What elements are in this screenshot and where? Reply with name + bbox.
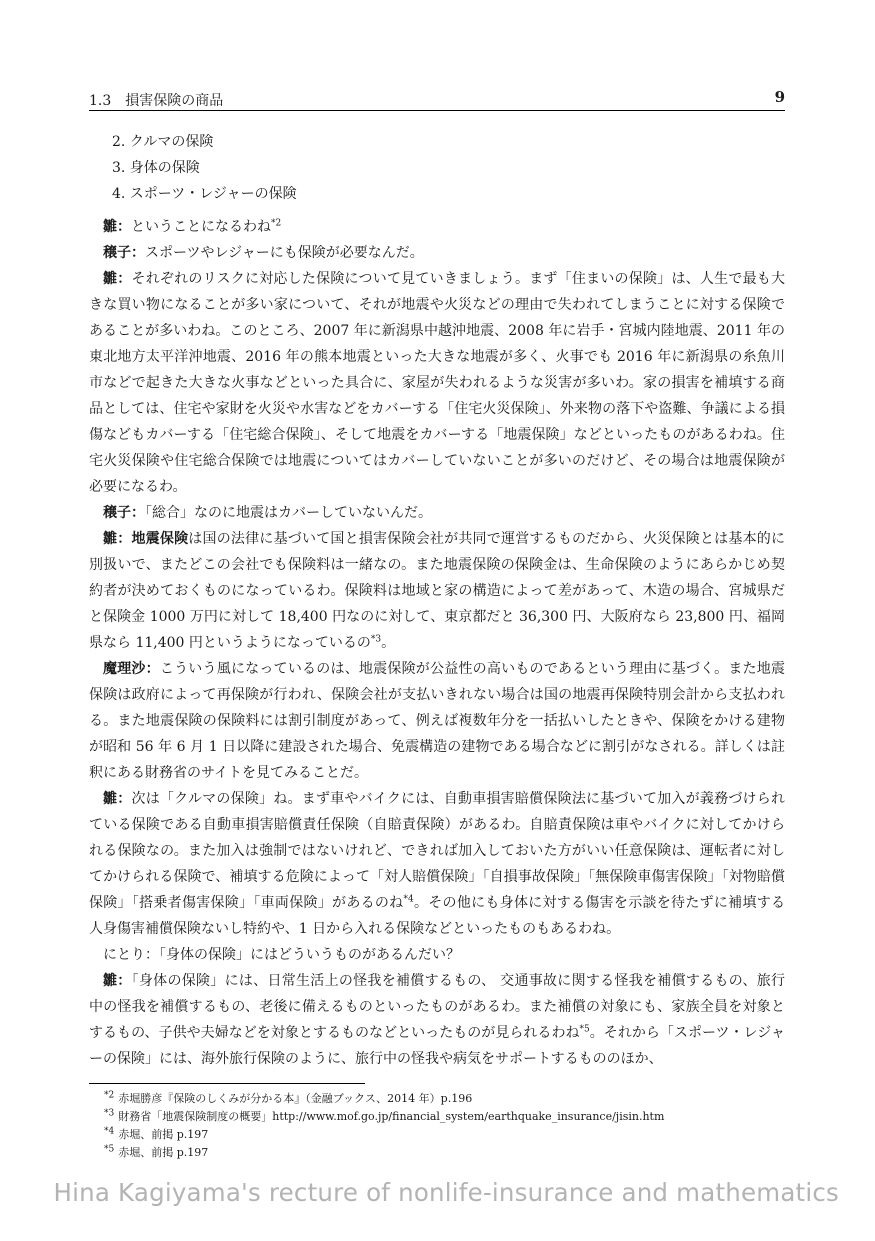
speaker-separator: ： — [117, 973, 132, 989]
dialogue-paragraph — [89, 968, 785, 1072]
list-item: 3. 身体の保険 — [112, 160, 200, 176]
running-header — [89, 88, 785, 111]
footnotes — [104, 1090, 664, 1162]
footnote-mark: *4 — [104, 1126, 115, 1137]
speaker-name: 穣子 — [103, 505, 131, 521]
footnote-text: 財務省「地震保険制度の概要」http://www.mof.go.jp/financial_system/earthquake_insurance/jisin.htm — [118, 1110, 665, 1123]
speech-text: 。 — [381, 635, 396, 651]
speaker-separator: ： — [117, 271, 132, 287]
footnote — [104, 1144, 664, 1162]
footnote-rule — [89, 1083, 365, 1084]
speech-text: スポーツやレジャーにも保険が必要なんだ。 — [145, 245, 424, 261]
speech-text: 。それから「スポーツ・レジャーの保険」には、海外旅行保険のように、旅行中の怪我や病気をサポートするもののほか、 — [89, 1025, 785, 1067]
speech-text: ということになるわね — [131, 219, 271, 235]
footnote — [104, 1108, 664, 1126]
speaker-name: 雛 — [103, 271, 118, 287]
footnote — [104, 1090, 664, 1108]
bold-term: 地震保険 — [131, 531, 189, 547]
speech-text: 。その他にも身体に対する傷害を示談を待たずに補填する人身傷害補償保険ないし特約や、1 日から入れる保険などといったものもあるわね。 — [89, 895, 786, 937]
numbered-list — [112, 129, 297, 207]
speaker-separator: ： — [145, 947, 159, 963]
speaker-separator: ： — [145, 661, 160, 677]
dialogue-paragraph — [89, 500, 785, 526]
footnote-text: 赤堀、前掲 p.197 — [118, 1128, 209, 1141]
footnote-mark: *3 — [104, 1108, 115, 1119]
footnote-ref: *3 — [370, 634, 382, 645]
footnote-ref: *4 — [403, 894, 414, 905]
speaker-name: 雛 — [103, 531, 118, 547]
speaker-name: 雛 — [103, 219, 117, 235]
footnote-text: 赤堀、前掲 p.197 — [118, 1146, 209, 1159]
speaker-separator: ： — [117, 791, 132, 807]
list-item: 4. スポーツ・レジャーの保険 — [112, 186, 297, 202]
speech-text: 次は「クルマの保険」ね。まず車やバイクには、自動車損害賠償保険法に基づいて加入が義務づけられている保険である自動車損害賠償責任保険（自賠責保険）があるわ。自賠責保険は車やバイクに対してかけられる保険なの。また加入は強制ではないけれど、できれば加入しておいた方がいい任意保険は、運転者に対してかけられる保険で、補填する危険によって「対人賠償保険」「自損事故保険」「無保険車傷害保険」「対物賠償保険」「搭乗者傷害保険」「車両保険」があるのね — [89, 791, 785, 911]
dialogue-paragraph — [89, 266, 785, 500]
speech-text: こういう風になっているのは、地震保険が公益性の高いものであるという理由に基づく。また地震保険は政府によって再保険が行われ、保険会社が支払いきれない場合は国の地震再保険特別会計から支払われる。また地震保険の保険料には割引制度があって、例えば複数年分を一括払いしたときや、保険をかける建物が昭和 56 年 6 月 1 日以降に建設された場合、免震構造の建物である場合などに割引がなされる。詳しくは註釈にある財務省のサイトを見てみることだ。 — [89, 661, 785, 781]
dialogue-body — [89, 214, 785, 1072]
speech-text: 「身体の保険」には、日常生活上の怪我を補償するもの、 交通事故に関する怪我を補償するもの、旅行中の怪我を補償するもの、老後に備えるものといったものがあるわ。また補償の対象にも、家族全員を対象とするもの、子供や夫婦などを対象とするものなどといったものが見られるわね — [89, 973, 786, 1041]
dialogue-paragraph — [89, 526, 785, 656]
speaker-separator: ： — [131, 245, 145, 261]
footnote-ref: *2 — [271, 218, 282, 229]
section-title: 1.3 損害保険の商品 — [89, 93, 224, 109]
footnote-ref: *5 — [579, 1024, 590, 1035]
footnote-text: 赤堀勝彦『保険のしくみが分かる本』（金融ブックス、2014 年）p.196 — [118, 1092, 473, 1105]
speaker-name: 穣子 — [103, 245, 131, 261]
speaker-separator: ： — [117, 531, 132, 547]
speech-text: 「総合」なのに地震はカバーしていないんだ。 — [145, 505, 432, 521]
speaker-name: 魔理沙 — [103, 661, 146, 677]
speaker-name: 雛 — [103, 791, 118, 807]
speaker-separator: ： — [117, 219, 131, 235]
speaker-name: 雛 — [103, 973, 118, 989]
dialogue-paragraph — [89, 942, 785, 968]
dialogue-paragraph — [89, 656, 785, 786]
dialogue-paragraph — [89, 240, 785, 266]
speech-text: は国の法律に基づいて国と損害保険会社が共同で運営するものだから、火災保険とは基本的に別扱いで、またどこの会社でも保険料は一緒なの。また地震保険の保険金は、生命保険のようにあらかじめ契約者が決めておくものになっているわ。保険料は地域と家の構造によって差があって、木造の場合、宮城県だと保険金 1000 万円に対して 18,400 円なのに対して、東京都だと 36,300 円、大阪府なら 23,800 円、福岡県なら 11,400 円というようになっているの — [89, 531, 786, 651]
speaker-separator: ： — [131, 505, 145, 521]
footnote — [104, 1126, 664, 1144]
speaker-name: にとり — [103, 947, 145, 963]
speech-text: 「身体の保険」にはどういうものがあるんだい？ — [159, 947, 460, 963]
page-number: 9 — [774, 88, 785, 106]
dialogue-paragraph — [89, 214, 785, 240]
footnote-mark: *5 — [104, 1144, 115, 1155]
list-item: 2. クルマの保険 — [112, 134, 214, 150]
watermark-text: Hina Kagiyama's recture of nonlife-insurance and mathematics — [53, 1178, 839, 1207]
speech-text: それぞれのリスクに対応した保険について見ていきましょう。まず「住まいの保険」は、人生で最も大きな買い物になることが多い家について、それが地震や火災などの理由で失われてしまうことに対する保険であることが多いわね。このところ、2007 年に新潟県中越沖地震、2008 年に岩手・宮城内陸地震、2011 年の東北地方太平洋沖地震、2016 年の熊本地震といった大きな地震が多く、火事でも 2016 年に新潟県の糸魚川市などで起きた大きな火事などといった具合に、家屋が失われるような災害が多いわ。家の損害を補填する商品としては、住宅や家財を火災や水害などをカバーする「住宅火災保険」、外来物の落下や盗難、争議による損傷などもカバーする「住宅総合保険」、そして地震をカバーする「地震保険」などといったものがあるわね。住宅火災保険や住宅総合保険では地震についてはカバーしていないことが多いのだけど、その場合は地震保険が必要になるわ。 — [89, 271, 786, 495]
dialogue-paragraph — [89, 786, 785, 942]
footnote-mark: *2 — [104, 1090, 115, 1101]
